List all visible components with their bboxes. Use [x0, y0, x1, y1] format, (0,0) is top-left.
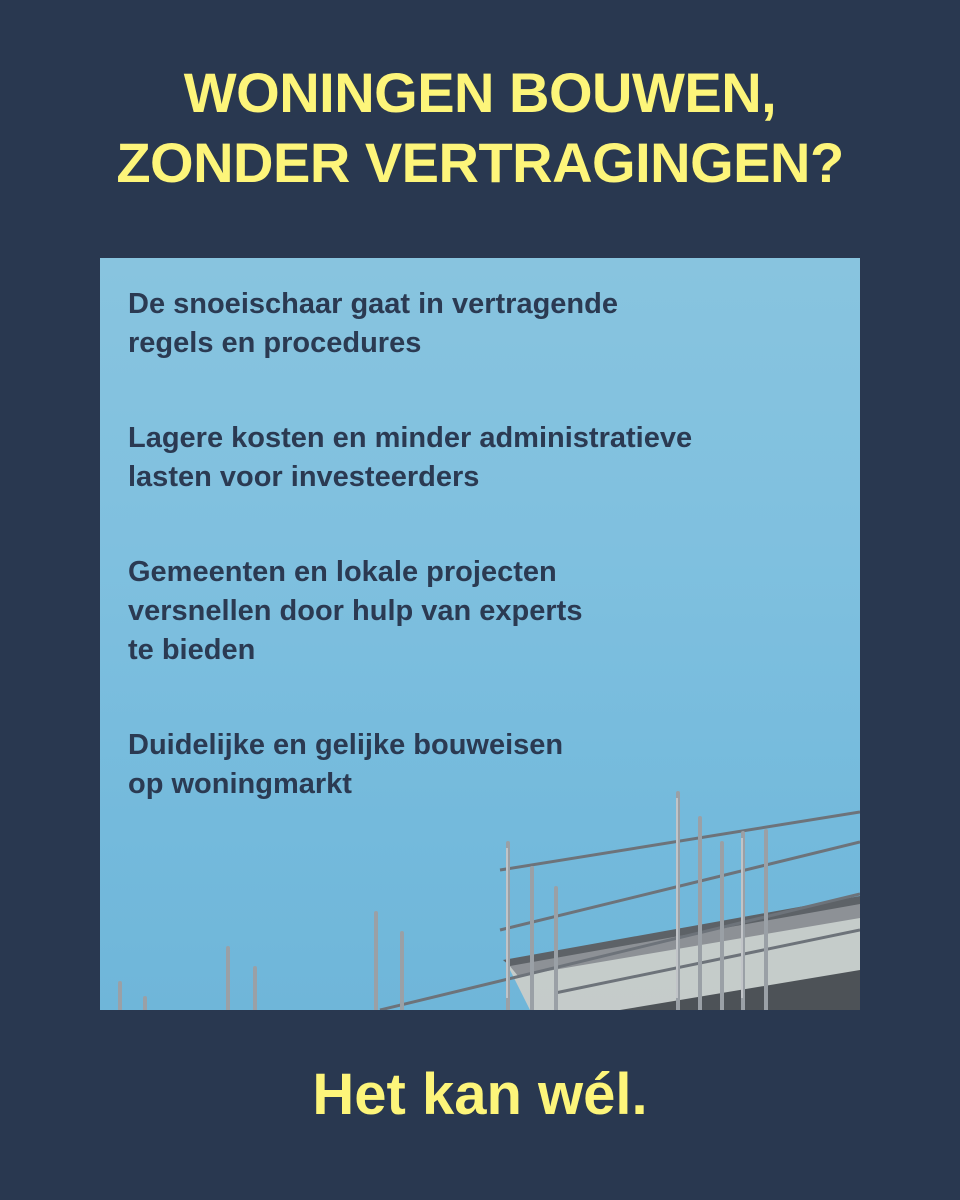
headline	[0, 58, 960, 198]
list-item: Duidelijke en gelijke bouweisen op woningmarkt	[128, 729, 564, 800]
tagline: Het kan wél.	[312, 1062, 648, 1127]
bullet-list	[128, 285, 848, 860]
list-item: Lagere kosten en minder administratieve lasten voor investeerders	[128, 422, 693, 493]
headline-line-2: ZONDER VERTRAGINGEN?	[116, 131, 844, 194]
list-item: Gemeenten en lokale projecten versnellen door hulp van experts te bieden	[128, 556, 583, 666]
list-item: De snoeischaar gaat in vertragende regels en procedures	[128, 288, 618, 359]
headline-line-1: WONINGEN BOUWEN,	[183, 61, 777, 124]
